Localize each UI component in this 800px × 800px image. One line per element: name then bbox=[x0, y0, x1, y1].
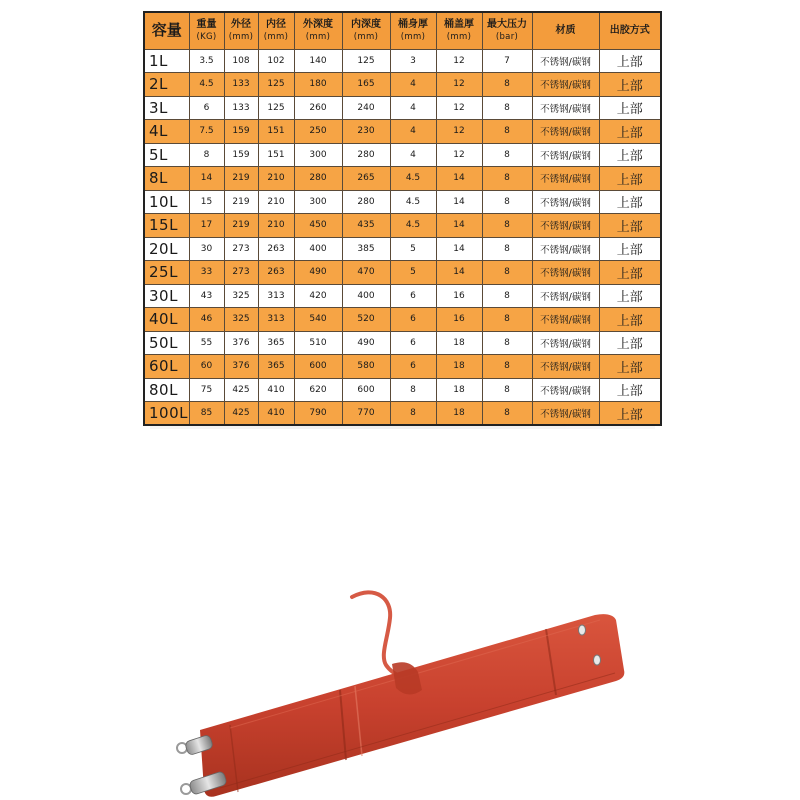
table-cell: 770 bbox=[342, 402, 390, 426]
table-cell: 280 bbox=[342, 143, 390, 167]
table-cell: 8 bbox=[390, 378, 436, 402]
table-header-row bbox=[144, 12, 661, 49]
table-cell: 400 bbox=[294, 237, 342, 261]
table-cell: 6 bbox=[390, 308, 436, 332]
table-cell: 不锈钢/碳钢 bbox=[532, 143, 599, 167]
column-title: 内径 bbox=[266, 18, 286, 30]
column-title: 最大压力 bbox=[487, 18, 527, 30]
table-cell: 6 bbox=[390, 355, 436, 379]
table-cell: 240 bbox=[342, 96, 390, 120]
table-cell: 33 bbox=[189, 261, 224, 285]
table-row bbox=[144, 284, 661, 308]
table-cell: 6 bbox=[189, 96, 224, 120]
table-cell: 上部 bbox=[599, 73, 661, 97]
table-cell: 4 bbox=[390, 96, 436, 120]
table-cell: 260 bbox=[294, 96, 342, 120]
table-cell: 上部 bbox=[599, 49, 661, 73]
table-cell: 不锈钢/碳钢 bbox=[532, 308, 599, 332]
table-cell: 8 bbox=[482, 120, 532, 144]
table-cell: 46 bbox=[189, 308, 224, 332]
table-cell: 410 bbox=[258, 402, 294, 426]
column-title: 桶盖厚 bbox=[444, 18, 474, 30]
table-cell: 16 bbox=[436, 308, 482, 332]
table-cell: 230 bbox=[342, 120, 390, 144]
column-header bbox=[224, 12, 258, 49]
table-row bbox=[144, 261, 661, 285]
table-cell: 上部 bbox=[599, 284, 661, 308]
table-row bbox=[144, 96, 661, 120]
table-cell: 14 bbox=[436, 237, 482, 261]
table-row bbox=[144, 237, 661, 261]
table-cell: 385 bbox=[342, 237, 390, 261]
table-cell: 50L bbox=[144, 331, 189, 355]
column-header bbox=[390, 12, 436, 49]
table-cell: 不锈钢/碳钢 bbox=[532, 190, 599, 214]
table-cell: 790 bbox=[294, 402, 342, 426]
table-cell: 280 bbox=[342, 190, 390, 214]
table-cell: 425 bbox=[224, 378, 258, 402]
column-header bbox=[599, 12, 661, 49]
table-cell: 15 bbox=[189, 190, 224, 214]
table-cell: 8 bbox=[482, 237, 532, 261]
column-unit: (KG) bbox=[196, 31, 217, 42]
table-cell: 上部 bbox=[599, 331, 661, 355]
table-cell: 365 bbox=[258, 355, 294, 379]
table-cell: 8 bbox=[482, 284, 532, 308]
table-cell: 580 bbox=[342, 355, 390, 379]
table-cell: 不锈钢/碳钢 bbox=[532, 96, 599, 120]
table-cell: 12 bbox=[436, 73, 482, 97]
table-row bbox=[144, 378, 661, 402]
table-cell: 8 bbox=[482, 167, 532, 191]
table-cell: 100L bbox=[144, 402, 189, 426]
table-cell: 600 bbox=[342, 378, 390, 402]
table-cell: 210 bbox=[258, 167, 294, 191]
table-cell: 14 bbox=[436, 190, 482, 214]
table-cell: 上部 bbox=[599, 355, 661, 379]
table-cell: 263 bbox=[258, 237, 294, 261]
table-cell: 上部 bbox=[599, 237, 661, 261]
table-cell: 30L bbox=[144, 284, 189, 308]
table-cell: 325 bbox=[224, 308, 258, 332]
table-row bbox=[144, 167, 661, 191]
table-cell: 280 bbox=[294, 167, 342, 191]
table-cell: 4 bbox=[390, 120, 436, 144]
column-unit: (mm) bbox=[305, 31, 331, 42]
table-cell: 8 bbox=[482, 214, 532, 238]
table-cell: 151 bbox=[258, 120, 294, 144]
column-header bbox=[532, 12, 599, 49]
table-row bbox=[144, 120, 661, 144]
table-cell: 210 bbox=[258, 214, 294, 238]
table-body bbox=[144, 49, 661, 425]
table-cell: 300 bbox=[294, 143, 342, 167]
column-unit: (mm) bbox=[353, 31, 379, 42]
column-header bbox=[189, 12, 224, 49]
table-cell: 520 bbox=[342, 308, 390, 332]
column-header bbox=[294, 12, 342, 49]
column-unit: (mm) bbox=[400, 31, 426, 42]
table-cell: 8L bbox=[144, 167, 189, 191]
table-cell: 不锈钢/碳钢 bbox=[532, 355, 599, 379]
table-cell: 165 bbox=[342, 73, 390, 97]
table-cell: 上部 bbox=[599, 402, 661, 426]
table-cell: 159 bbox=[224, 120, 258, 144]
table-cell: 12 bbox=[436, 49, 482, 73]
table-cell: 450 bbox=[294, 214, 342, 238]
column-title: 出胶方式 bbox=[609, 25, 650, 37]
table-cell: 133 bbox=[224, 73, 258, 97]
table-cell: 420 bbox=[294, 284, 342, 308]
table-cell: 20L bbox=[144, 237, 189, 261]
table-cell: 102 bbox=[258, 49, 294, 73]
column-title: 桶身厚 bbox=[398, 18, 428, 30]
table-row bbox=[144, 190, 661, 214]
table-cell: 300 bbox=[294, 190, 342, 214]
table-cell: 12 bbox=[436, 143, 482, 167]
table-cell: 上部 bbox=[599, 167, 661, 191]
table-cell: 8 bbox=[482, 73, 532, 97]
column-header bbox=[342, 12, 390, 49]
table-cell: 不锈钢/碳钢 bbox=[532, 167, 599, 191]
table-cell: 14 bbox=[189, 167, 224, 191]
table-cell: 4.5 bbox=[390, 214, 436, 238]
table-cell: 8 bbox=[482, 261, 532, 285]
table-cell: 7 bbox=[482, 49, 532, 73]
table-cell: 490 bbox=[342, 331, 390, 355]
column-header bbox=[482, 12, 532, 49]
table-cell: 540 bbox=[294, 308, 342, 332]
table-cell: 125 bbox=[258, 73, 294, 97]
table-cell: 4 bbox=[390, 143, 436, 167]
column-header bbox=[436, 12, 482, 49]
table-cell: 425 bbox=[224, 402, 258, 426]
table-cell: 18 bbox=[436, 355, 482, 379]
table-cell: 410 bbox=[258, 378, 294, 402]
table-row bbox=[144, 214, 661, 238]
heater-band bbox=[200, 614, 624, 797]
table-cell: 6 bbox=[390, 284, 436, 308]
table-cell: 8 bbox=[390, 402, 436, 426]
table-cell: 上部 bbox=[599, 378, 661, 402]
spec-table bbox=[143, 11, 662, 426]
table-cell: 108 bbox=[224, 49, 258, 73]
table-cell: 263 bbox=[258, 261, 294, 285]
table-cell: 1L bbox=[144, 49, 189, 73]
table-row bbox=[144, 73, 661, 97]
table-cell: 8 bbox=[482, 378, 532, 402]
table-cell: 15L bbox=[144, 214, 189, 238]
table-cell: 435 bbox=[342, 214, 390, 238]
table-cell: 376 bbox=[224, 355, 258, 379]
table-cell: 不锈钢/碳钢 bbox=[532, 284, 599, 308]
table-cell: 12 bbox=[436, 96, 482, 120]
table-cell: 365 bbox=[258, 331, 294, 355]
table-cell: 8 bbox=[482, 96, 532, 120]
table-cell: 不锈钢/碳钢 bbox=[532, 402, 599, 426]
column-title: 容量 bbox=[151, 21, 182, 40]
table-cell: 8 bbox=[189, 143, 224, 167]
table-cell: 不锈钢/碳钢 bbox=[532, 331, 599, 355]
table-cell: 不锈钢/碳钢 bbox=[532, 49, 599, 73]
table-cell: 5 bbox=[390, 237, 436, 261]
table-cell: 14 bbox=[436, 261, 482, 285]
table-cell: 43 bbox=[189, 284, 224, 308]
table-cell: 17 bbox=[189, 214, 224, 238]
column-unit: (mm) bbox=[228, 31, 254, 42]
silicone-heater-band-photo bbox=[0, 560, 800, 800]
table-cell: 18 bbox=[436, 331, 482, 355]
table-row bbox=[144, 143, 661, 167]
column-unit: (bar) bbox=[495, 31, 519, 42]
table-cell: 620 bbox=[294, 378, 342, 402]
table-cell: 600 bbox=[294, 355, 342, 379]
table-cell: 上部 bbox=[599, 120, 661, 144]
table-cell: 8 bbox=[482, 190, 532, 214]
table-cell: 6 bbox=[390, 331, 436, 355]
table-cell: 上部 bbox=[599, 308, 661, 332]
table-cell: 16 bbox=[436, 284, 482, 308]
table-cell: 8 bbox=[482, 331, 532, 355]
table-cell: 2L bbox=[144, 73, 189, 97]
table-cell: 313 bbox=[258, 284, 294, 308]
table-cell: 上部 bbox=[599, 261, 661, 285]
table-cell: 265 bbox=[342, 167, 390, 191]
table-cell: 8 bbox=[482, 308, 532, 332]
column-unit: (mm) bbox=[263, 31, 289, 42]
table-cell: 14 bbox=[436, 167, 482, 191]
table-cell: 上部 bbox=[599, 96, 661, 120]
table-cell: 8 bbox=[482, 402, 532, 426]
table-cell: 125 bbox=[258, 96, 294, 120]
table-cell: 4.5 bbox=[390, 190, 436, 214]
table-cell: 60L bbox=[144, 355, 189, 379]
table-cell: 490 bbox=[294, 261, 342, 285]
table-cell: 14 bbox=[436, 214, 482, 238]
table-cell: 8 bbox=[482, 143, 532, 167]
column-header bbox=[144, 12, 189, 49]
table-cell: 210 bbox=[258, 190, 294, 214]
table-cell: 18 bbox=[436, 402, 482, 426]
table-cell: 510 bbox=[294, 331, 342, 355]
table-cell: 151 bbox=[258, 143, 294, 167]
table-cell: 219 bbox=[224, 167, 258, 191]
column-title: 外深度 bbox=[303, 18, 333, 30]
table-row bbox=[144, 308, 661, 332]
table-cell: 不锈钢/碳钢 bbox=[532, 120, 599, 144]
table-cell: 3 bbox=[390, 49, 436, 73]
table-cell: 55 bbox=[189, 331, 224, 355]
column-header bbox=[258, 12, 294, 49]
column-title: 外径 bbox=[231, 18, 251, 30]
table-cell: 219 bbox=[224, 214, 258, 238]
table-cell: 313 bbox=[258, 308, 294, 332]
table-cell: 3.5 bbox=[189, 49, 224, 73]
table-cell: 4.5 bbox=[189, 73, 224, 97]
table-cell: 30 bbox=[189, 237, 224, 261]
table-cell: 133 bbox=[224, 96, 258, 120]
table-cell: 60 bbox=[189, 355, 224, 379]
column-title: 材质 bbox=[555, 25, 576, 37]
table-cell: 4 bbox=[390, 73, 436, 97]
table-cell: 不锈钢/碳钢 bbox=[532, 214, 599, 238]
table-cell: 18 bbox=[436, 378, 482, 402]
table-row bbox=[144, 402, 661, 426]
table-row bbox=[144, 355, 661, 379]
column-title: 内深度 bbox=[351, 18, 381, 30]
table-cell: 4.5 bbox=[390, 167, 436, 191]
table-cell: 75 bbox=[189, 378, 224, 402]
table-cell: 219 bbox=[224, 190, 258, 214]
table-cell: 125 bbox=[342, 49, 390, 73]
table-cell: 25L bbox=[144, 261, 189, 285]
table-cell: 上部 bbox=[599, 143, 661, 167]
table-cell: 273 bbox=[224, 261, 258, 285]
table-cell: 470 bbox=[342, 261, 390, 285]
column-title: 重量 bbox=[196, 18, 217, 30]
table-cell: 不锈钢/碳钢 bbox=[532, 261, 599, 285]
table-cell: 159 bbox=[224, 143, 258, 167]
table-cell: 3L bbox=[144, 96, 189, 120]
table-cell: 273 bbox=[224, 237, 258, 261]
table-cell: 8 bbox=[482, 355, 532, 379]
table-cell: 325 bbox=[224, 284, 258, 308]
table-cell: 上部 bbox=[599, 214, 661, 238]
table-cell: 5 bbox=[390, 261, 436, 285]
table-row bbox=[144, 49, 661, 73]
table-cell: 80L bbox=[144, 378, 189, 402]
table-cell: 12 bbox=[436, 120, 482, 144]
table-cell: 4L bbox=[144, 120, 189, 144]
table-cell: 不锈钢/碳钢 bbox=[532, 73, 599, 97]
table-shadow bbox=[150, 426, 655, 429]
table-cell: 250 bbox=[294, 120, 342, 144]
table-cell: 不锈钢/碳钢 bbox=[532, 237, 599, 261]
table-cell: 上部 bbox=[599, 190, 661, 214]
table-cell: 10L bbox=[144, 190, 189, 214]
table-cell: 85 bbox=[189, 402, 224, 426]
table-cell: 不锈钢/碳钢 bbox=[532, 378, 599, 402]
table-cell: 140 bbox=[294, 49, 342, 73]
column-unit: (mm) bbox=[446, 31, 472, 42]
table-cell: 40L bbox=[144, 308, 189, 332]
table-cell: 180 bbox=[294, 73, 342, 97]
table-cell: 400 bbox=[342, 284, 390, 308]
table-cell: 7.5 bbox=[189, 120, 224, 144]
table-row bbox=[144, 331, 661, 355]
table-cell: 5L bbox=[144, 143, 189, 167]
table-cell: 376 bbox=[224, 331, 258, 355]
